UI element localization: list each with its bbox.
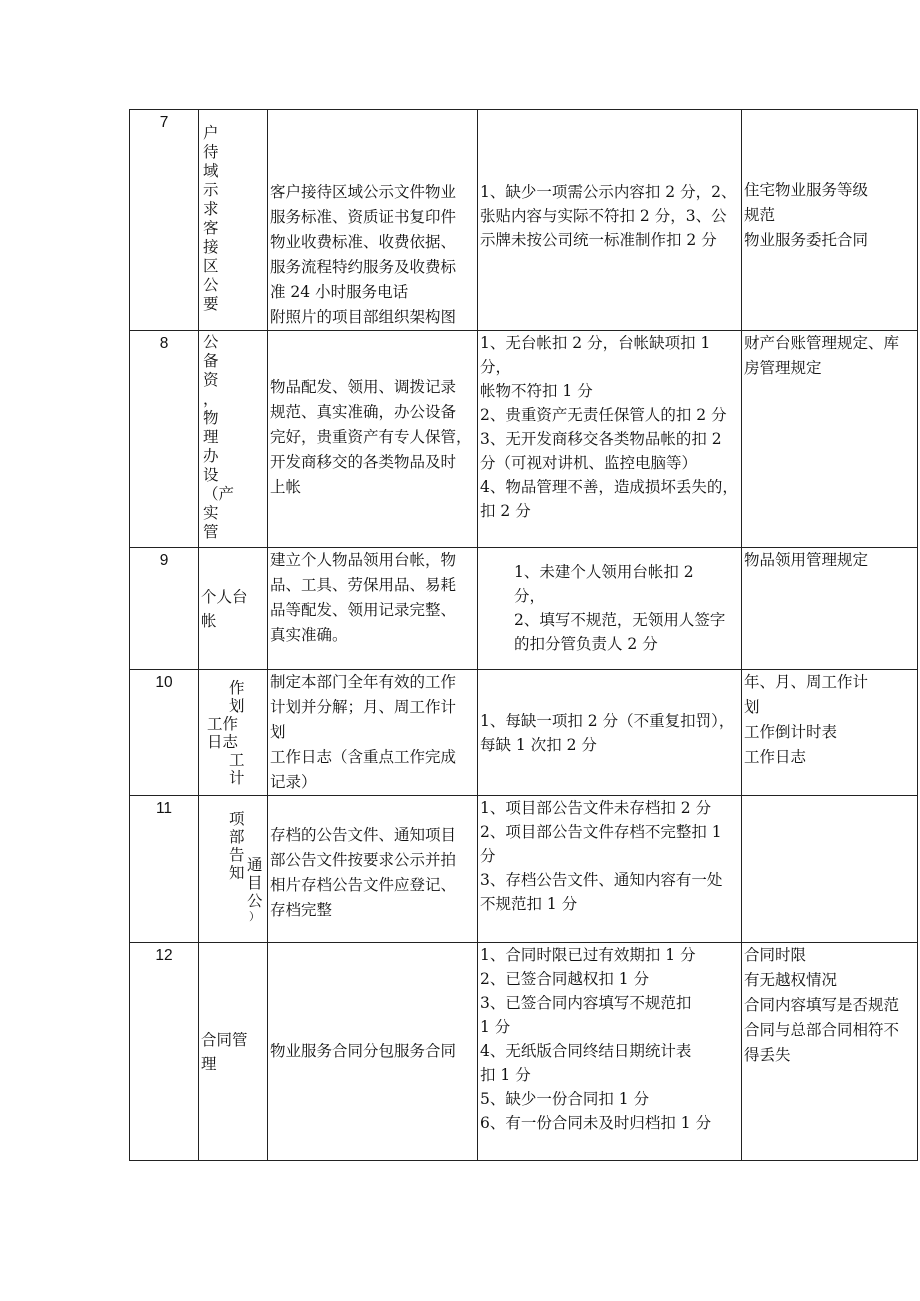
row-number: 8 (130, 331, 199, 548)
content-cell: 制定本部门全年有效的工作 计划并分解；月、周工作计 划 工作日志（含重点工作完成 记录） (268, 670, 478, 796)
item-char: 公 (203, 276, 219, 294)
item-name: 作 划 工作 日志 工 计 (199, 670, 268, 796)
item-char: ， (203, 390, 219, 408)
item-char: 区 (203, 257, 219, 275)
standard-cell: 1、缺少一项需公示内容扣 2 分，2、 张贴内容与实际不符扣 2 分，3、公 示牌未按公司统一标准制作扣 2 分 (478, 110, 742, 331)
row-number: 7 (130, 110, 199, 331)
item-char: 接 (203, 238, 219, 256)
standard-cell: 1、每缺一项扣 2 分（不重复扣罚）， 每缺 1 次扣 2 分 (478, 670, 742, 796)
basis-cell: 物品领用管理规定 (742, 548, 918, 670)
content-cell: 物业服务合同分包服务合同 (268, 943, 478, 1161)
standard-cell: 1、项目部公告文件未存档扣 2 分 2、项目部公告文件存档不完整扣 1 分 3、存档公告文件、通知内容有一处 不规范扣 1 分 (478, 796, 742, 943)
item-char: 备 (203, 352, 219, 370)
content-cell: 存档的公告文件、通知项目 部公告文件按要求公示并拍 相片存档公告文件应登记、 存档完整 (268, 796, 478, 943)
item-name (199, 331, 268, 548)
table-row (130, 110, 918, 331)
item-char: 公 (203, 333, 219, 351)
item-char: 理 (203, 428, 219, 446)
basis-cell: 合同时限 有无越权情况 合同内容填写是否规范 合同与总部合同相符不 得丢失 (742, 943, 918, 1161)
content-cell: 客户接待区域公示文件物业 服务标准、资质证书复印件 物业收费标准、收费依据、 服务流程特约服务及收费标 准 24 小时服务电话 附照片的项目部组织架构图 (268, 110, 478, 331)
item-char: 求 (203, 200, 219, 218)
item-char: 物 (203, 409, 219, 427)
standard-cell: 1、合同时限已过有效期扣 1 分 2、已签合同越权扣 1 分 3、已签合同内容填写不规范扣 1 分 4、无纸版合同终结日期统计表 扣 1 分 5、缺少一份合同扣 1 分 6、有一份合同未及时归档扣 1 分 (478, 943, 742, 1161)
item-name: 项 部 告 知 通 目 公 ） (199, 796, 268, 943)
item-char: 客 (203, 219, 219, 237)
standard-cell: 1、无台帐扣 2 分，台帐缺项扣 1 分， 帐物不符扣 1 分 2、贵重资产无责任保管人的扣 2 分 3、无开发商移交各类物品帐的扣 2 分（可视对讲机、监控电脑等） 4、物品管理不善，造成损坏丢失的， 扣 2 分 (478, 331, 742, 548)
item-char: 实 (203, 504, 219, 522)
item-name (199, 110, 268, 331)
basis-cell: 年、月、周工作计 划 工作倒计时表 工作日志 (742, 670, 918, 796)
item-char: 资 (203, 371, 219, 389)
table-row (130, 331, 918, 548)
row-number: 9 (130, 548, 199, 670)
row-number: 12 (130, 943, 199, 1161)
table-row (130, 796, 918, 943)
table-row (130, 670, 918, 796)
standard-cell: 1、未建个人领用台帐扣 2 分， 2、填写不规范，无领用人签字 的扣分管负责人 2 分 (478, 548, 742, 670)
basis-cell (742, 796, 918, 943)
basis-cell: 住宅物业服务等级 规范 物业服务委托合同 (742, 110, 918, 331)
row-number: 10 (130, 670, 199, 796)
item-char: 户 (203, 124, 219, 142)
item-char: 管 (203, 523, 219, 541)
basis-cell: 财产台账管理规定、库 房管理规定 (742, 331, 918, 548)
item-name: 合同管 理 (199, 943, 268, 1161)
item-char: 办 (203, 447, 219, 465)
item-name: 个人台 帐 (199, 548, 268, 670)
row-number: 11 (130, 796, 199, 943)
assessment-table (129, 109, 918, 1161)
item-char: （产 (203, 485, 235, 503)
item-char: 域 (203, 162, 219, 180)
table-row (130, 943, 918, 1161)
item-char: 要 (203, 295, 219, 313)
table-row (130, 548, 918, 670)
item-char: 待 (203, 143, 219, 161)
item-char: 设 (203, 466, 219, 484)
item-char: 示 (203, 181, 219, 199)
content-cell: 物品配发、领用、调拨记录 规范、真实准确，办公设备 完好，贵重资产有专人保管， 开发商移交的各类物品及时 上帐 (268, 331, 478, 548)
content-cell: 建立个人物品领用台帐，物 品、工具、劳保用品、易耗 品等配发、领用记录完整、 真实准确。 (268, 548, 478, 670)
